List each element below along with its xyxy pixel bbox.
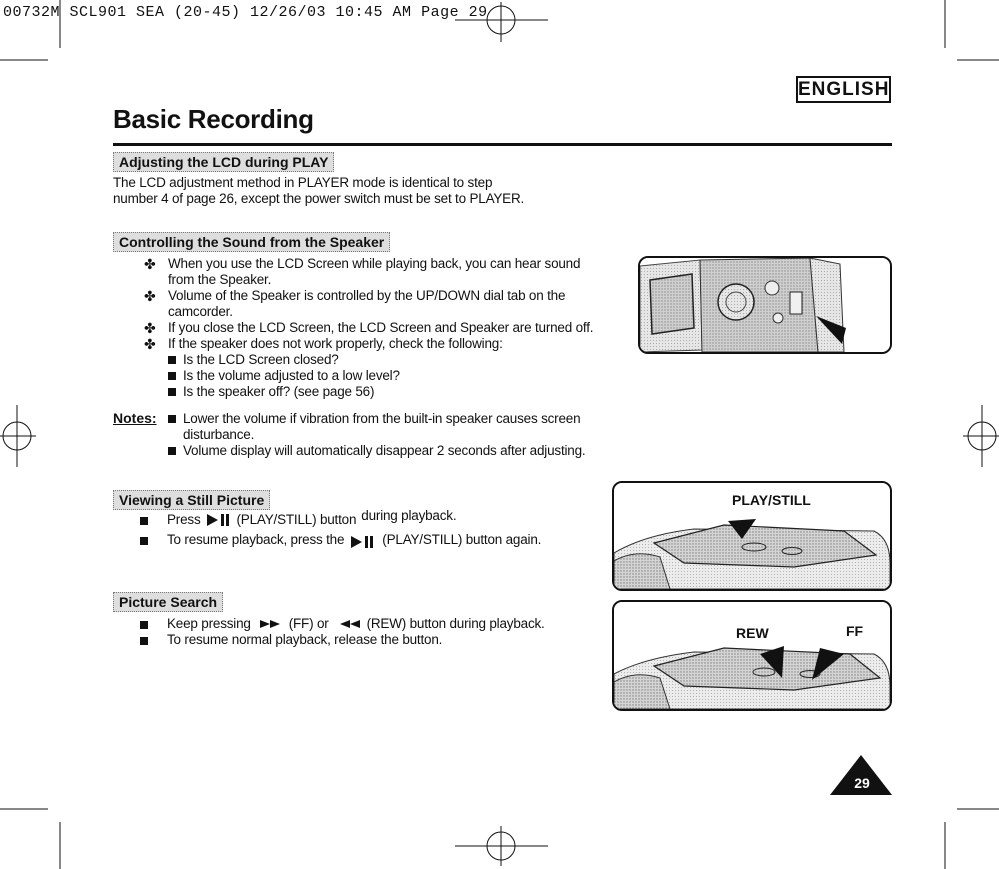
page-title: Basic Recording — [113, 104, 314, 134]
section-heading-search: Picture Search — [113, 592, 223, 612]
list-item — [168, 384, 400, 400]
search-instructions — [140, 616, 545, 648]
black-square-icon — [168, 372, 176, 380]
list-item — [168, 443, 585, 459]
text-line: Is the volume adjusted to a low level? — [183, 368, 400, 383]
rew-ff-buttons-photo — [612, 600, 892, 711]
still-instructions — [140, 508, 542, 549]
text-line: Is the speaker off? (see page 56) — [183, 384, 375, 399]
text-line: during playback. — [361, 508, 457, 523]
paragraph-adjust-lcd — [113, 175, 524, 207]
text-line: Is the LCD Screen closed? — [183, 352, 339, 367]
black-square-icon — [168, 356, 176, 364]
text-line: Volume of the Speaker is controlled by the UP/DOWN dial tab on the — [168, 288, 566, 303]
list-item — [140, 532, 541, 549]
text-line: If you close the LCD Screen, the LCD Screen and Speaker are turned off. — [168, 320, 594, 335]
text-line: (PLAY/STILL) button — [236, 512, 357, 527]
section-heading-adjust-lcd: Adjusting the LCD during PLAY — [113, 152, 334, 172]
list-item — [140, 508, 541, 528]
black-square-icon — [140, 537, 148, 545]
four-petal-flower-icon: ✤ — [144, 288, 156, 304]
section-heading-sound: Controlling the Sound from the Speaker — [113, 232, 390, 252]
play-pause-icon — [350, 535, 376, 549]
black-square-icon — [140, 517, 148, 525]
camcorder-speaker-photo — [638, 256, 892, 354]
black-square-icon — [140, 637, 148, 645]
notes-label: Notes: — [113, 410, 157, 426]
text-line: (PLAY/STILL) button again. — [382, 532, 542, 547]
four-petal-flower-icon: ✤ — [144, 336, 156, 352]
text-line: Lower the volume if vibration from the built-in speaker causes screen — [183, 411, 581, 426]
play-pause-icon — [206, 513, 232, 527]
list-item — [144, 256, 593, 288]
list-item — [144, 336, 593, 352]
text-line: (REW) button during playback. — [366, 616, 545, 631]
rew-label: REW — [736, 625, 769, 641]
text-line: disturbance. — [183, 427, 255, 442]
language-badge: ENGLISH — [796, 76, 891, 103]
page-number: 29 — [854, 775, 870, 791]
play-still-label: PLAY/STILL — [732, 492, 811, 508]
list-item — [144, 320, 593, 336]
text-line: camcorder. — [168, 304, 233, 319]
rewind-icon — [337, 618, 361, 630]
four-petal-flower-icon: ✤ — [144, 256, 156, 272]
list-item — [140, 632, 545, 648]
ff-label: FF — [846, 623, 864, 639]
sound-bullet-list — [144, 256, 593, 352]
rew-ff-illustration — [614, 602, 890, 709]
notes-list — [168, 411, 585, 459]
black-square-icon — [140, 621, 148, 629]
play-still-illustration — [614, 483, 890, 589]
text-line: number 4 of page 26, except the power switch must be set to PLAYER. — [113, 191, 525, 206]
list-item — [144, 288, 593, 320]
fast-forward-icon — [259, 618, 283, 630]
four-petal-flower-icon: ✤ — [144, 320, 156, 336]
text-line: If the speaker does not work properly, check the following: — [168, 336, 503, 351]
section-heading-still: Viewing a Still Picture — [113, 490, 270, 510]
text-line: from the Speaker. — [168, 272, 272, 287]
camcorder-illustration — [640, 258, 890, 352]
text-line: (FF) or — [288, 616, 329, 631]
black-square-icon — [168, 447, 176, 455]
black-square-icon — [168, 415, 176, 423]
sound-check-list — [168, 352, 400, 400]
list-item — [140, 616, 545, 632]
print-slug: 00732M SCL901 SEA (20-45) 12/26/03 10:45 AM Page 29 — [3, 4, 488, 21]
text-line: To resume normal playback, release the button. — [167, 632, 443, 647]
list-item — [168, 352, 400, 368]
text-line: Keep pressing — [167, 616, 251, 631]
text-line: Volume display will automatically disappear 2 seconds after adjusting. — [183, 443, 586, 458]
list-item — [168, 411, 585, 443]
text-line: Press — [167, 512, 201, 527]
text-line: When you use the LCD Screen while playing back, you can hear sound — [168, 256, 581, 271]
text-line: To resume playback, press the — [167, 532, 345, 547]
play-still-button-photo — [612, 481, 892, 591]
black-square-icon — [168, 388, 176, 396]
list-item — [168, 368, 400, 384]
text-line: The LCD adjustment method in PLAYER mode is identical to step — [113, 175, 493, 190]
title-divider — [113, 143, 892, 146]
